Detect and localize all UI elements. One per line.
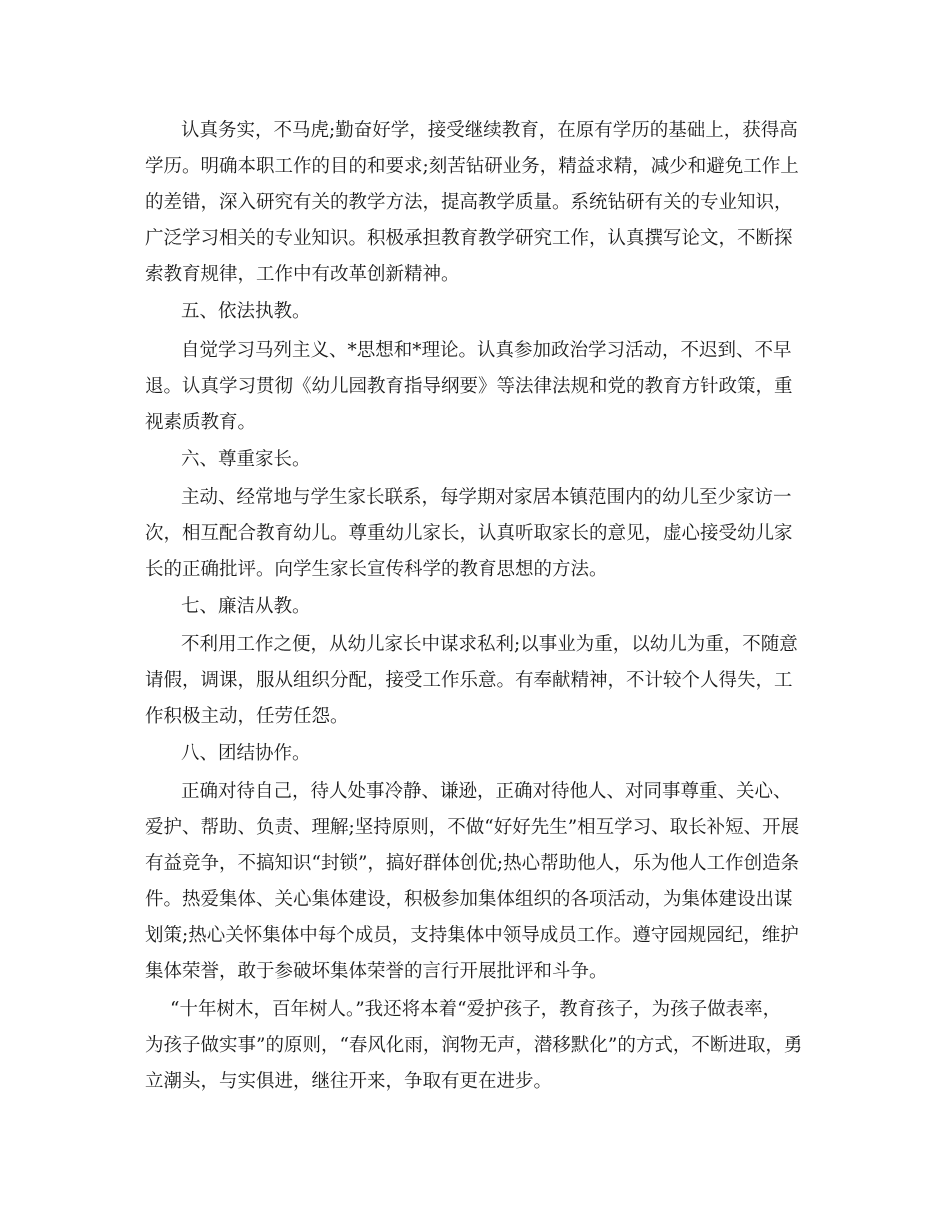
text-line: 长的正确批评。向学生家长宣传科学的教育思想的方法。: [145, 559, 608, 580]
text-line: 作积极主动，任劳任怨。: [145, 706, 349, 727]
text-line: 有益竞争，不搞知识“封锁”，搞好群体创优;热心帮助他人，乐为他人工作创造条: [145, 853, 800, 874]
text-line: 广泛学习相关的专业知识。积极承担教育教学研究工作，认真撰写论文，不断探: [145, 228, 793, 249]
text-line: “十年树木，百年树人。”我还将本着“爱护孩子，教育孩子，为孩子做表率，: [170, 999, 782, 1020]
text-line: 划策;热心关怀集体中每个成员，支持集体中领导成员工作。遵守园规园纪，维护: [145, 925, 799, 946]
text-line: 爱护、帮助、负责、理解;坚持原则，不做“好好先生”相互学习、取长补短、开展: [145, 817, 800, 838]
text-line: 件。热爱集体、关心集体建设，积极参加集体组织的各项活动，为集体建设出谋: [145, 889, 793, 910]
text-line: 次，相互配合教育幼儿。尊重幼儿家长，认真听取家长的意见，虚心接受幼儿家: [145, 523, 793, 544]
text-line: 请假，调课，服从组织分配，接受工作乐意。有奉献精神，不计较个人得失，工: [145, 670, 793, 691]
text-line: 索教育规律，工作中有改革创新精神。: [145, 264, 460, 285]
text-line: 不利用工作之便，从幼儿家长中谋求私利;以事业为重，以幼儿为重，不随意: [181, 634, 798, 655]
text-line: 为孩子做实事”的原则，“春风化雨，润物无声，潜移默化”的方式，不断进取，勇: [145, 1035, 803, 1056]
text-line: 自觉学习马列主义、*思想和*理论。认真参加政治学习活动，不迟到、不早: [181, 340, 792, 361]
section-heading: 五、依法执教。: [181, 301, 311, 322]
text-line: 的差错，深入研究有关的教学方法，提高教学质量。系统钻研有关的专业知识，: [145, 192, 793, 213]
section-heading: 八、团结协作。: [181, 743, 311, 764]
text-line: 认真务实，不马虎;勤奋好学，接受继续教育，在原有学历的基础上，获得高: [181, 120, 798, 141]
text-line: 正确对待自己，待人处事冷静、谦逊，正确对待他人、对同事尊重、关心、: [181, 781, 792, 802]
section-heading: 六、尊重家长。: [181, 449, 311, 470]
text-line: 退。认真学习贯彻《幼儿园教育指导纲要》等法律法规和党的教育方针政策，重: [145, 376, 793, 397]
text-line: 主动、经常地与学生家长联系，每学期对家居本镇范围内的幼儿至少家访一: [181, 487, 792, 508]
section-heading: 七、廉洁从教。: [181, 596, 311, 617]
text-line: 视素质教育。: [145, 412, 257, 433]
text-line: 立潮头，与实俱进，继往开来，争取有更在进步。: [145, 1071, 553, 1092]
text-line: 学历。明确本职工作的目的和要求;刻苦钻研业务，精益求精，减少和避免工作上: [145, 156, 799, 177]
text-line: 集体荣誉，敢于参破坏集体荣誉的言行开展批评和斗争。: [145, 961, 608, 982]
